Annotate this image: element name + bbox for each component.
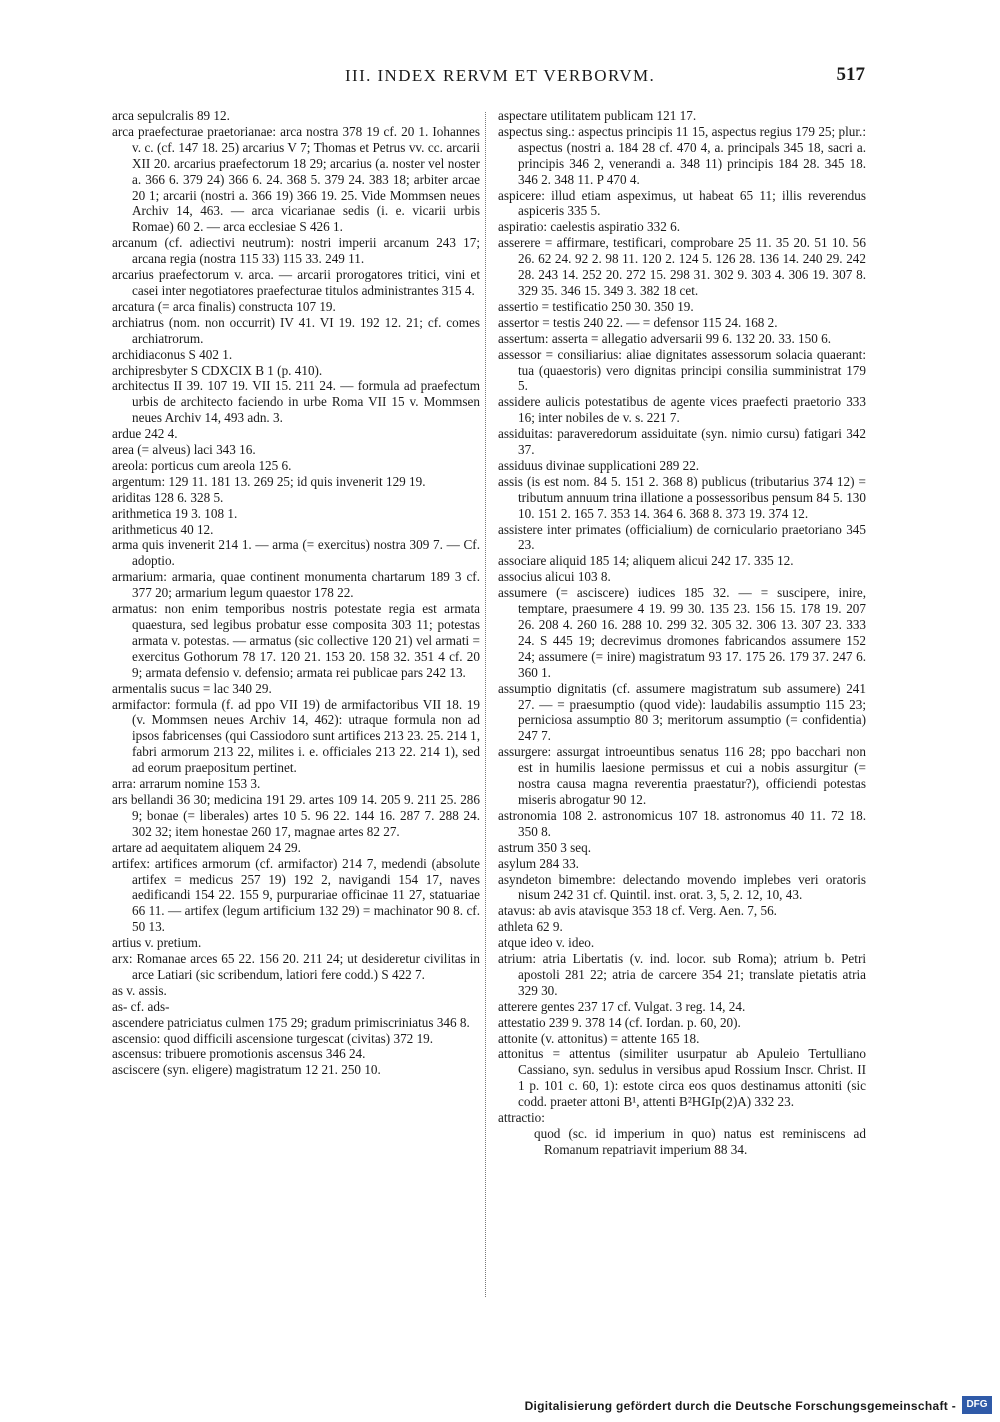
index-entry: atque ideo v. ideo. xyxy=(498,935,595,951)
index-entry: atavus: ab avis atavisque 353 18 cf. Verg. Aen. 7, 56. xyxy=(498,903,777,919)
index-entry: ardue 242 4. xyxy=(112,426,178,442)
index-entry: assistere inter primates (officialium) de corniculario praetoriano 345 23. xyxy=(498,521,866,553)
index-entry: aspectare utilitatem publicam 121 17. xyxy=(498,108,697,123)
index-entry: as- cf. ads- xyxy=(112,998,170,1014)
index-entry: associare aliquid 185 14; aliquem alicui 242 17. 335 12. xyxy=(498,553,794,569)
index-entry: athleta 62 9. xyxy=(498,919,563,935)
footer xyxy=(0,1390,1000,1422)
index-entry: quod (sc. id imperium in quo) natus est reminiscens ad Romanum repatriavit imperium 88 34. xyxy=(534,1126,866,1157)
index-entry: assertio = testificatio 250 30. 350 19. xyxy=(498,298,694,314)
index-entry: armentalis sucus = lac 340 29. xyxy=(112,680,272,696)
index-entry: atrium: atria Libertatis (v. ind. locor. sub Roma); atrium b. Petri apostoli 281 22; atria de carcere 354 21; translate pietatis atria 329 30. xyxy=(498,951,866,998)
index-entry: assiduitas: paraveredorum assiduitate (syn. nimio cursu) fatigari 342 37. xyxy=(498,426,866,458)
index-entry: ascensio: quod difficili ascensione turgescat (civitas) 372 19. xyxy=(112,1030,434,1046)
index-entry: as v. assis. xyxy=(112,982,167,998)
index-entry: arithmetica 19 3. 108 1. xyxy=(112,505,238,521)
index-entry: assurgere: assurgat introeuntibus senatus 116 28; ppo bacchari non est in humilis laesione permissus et cui a nobis assurgitur (= nostra causa magna reverentia praestatur?), officiendi potestas miseris abrogatur 90 12. xyxy=(498,744,866,807)
column-divider xyxy=(485,112,486,1297)
left-column xyxy=(112,108,480,1078)
index-entry: assidere aulicis potestatibus de agente vices praefecti praetorio 333 16; inter nobiles de v. s. 221 7. xyxy=(498,394,866,426)
index-entry: assiduus divinae supplicationi 289 22. xyxy=(498,457,700,473)
index-entry: attonitus = attentus (similiter usurpatur ab Apuleio Tertulliano Cassiano, syn. sedulus in versibus apud Rossium Inscr. Christ. II 1 p. 101 c. 60, 1): estote circa eos quos destinamus attoniti (sic codd. praeter attoni B¹, attenti B²HGIp(2)A) 332 23. xyxy=(498,1046,866,1110)
index-entry: architectus II 39. 107 19. VII 15. 211 24. — formula ad praefectum urbis de architecto faciendo in urbe Roma VII 15 v. Mommsen neues Archiv 14, 493 adn. 3. xyxy=(112,378,480,426)
index-entry: archipresbyter S CDXCIX B 1 (p. 410). xyxy=(112,362,323,378)
index-entry: attestatio 239 9. 378 14 (cf. Iordan. p. 60, 20). xyxy=(498,1014,741,1030)
index-entry: asyndeton bimembre: delectando movendo implebes veri oratoris nisum 242 31 cf. Quintil. inst. orat. 3, 5, 2. 12, 10, 43. xyxy=(498,871,866,903)
right-column xyxy=(498,108,866,1158)
index-entry: armarium: armaria, quae continent monumenta chartarum 189 3 cf. 377 20; armarium legum quaestor 178 22. xyxy=(112,569,480,601)
index-entry: assis (is est nom. 84 5. 151 2. 368 8) publicus (tributarius 374 12) = tributum annuum trina illatione a possessoribus pensum 84 5. 130 10. 151 2. 165 7. 353 14. 364 6. 368 8. 373 19. 374 12. xyxy=(498,473,866,521)
index-entry: arca sepulcralis 89 12. xyxy=(112,108,230,123)
index-entry: arma quis invenerit 214 1. — arma (= exercitus) nostra 309 7. — Cf. adoptio. xyxy=(112,537,480,569)
index-entry: armatus: non enim temporibus nostris potestate regia est armata quaestura, sed legibus probatur esse composita 303 11; potestas armata v. potestas. — armatus (sic collective 120 21) vel armati = exercitus Gothorum 78 17. 120 21. 153 20. 158 32. 351 4 cf. 20 9; armata defensio v. defensio; armata rei publicae pars 242 13. xyxy=(112,601,480,680)
index-entry: aspiratio: caelestis aspiratio 332 6. xyxy=(498,219,681,235)
index-entry: arcanum (cf. adiectivi neutrum): nostri imperii arcanum 243 17; arcana regia (nostra 115 33) 115 33. 249 11. xyxy=(112,235,480,267)
index-entry: archidiaconus S 402 1. xyxy=(112,346,233,362)
index-entry: assumptio dignitatis (cf. assumere magistratum sub assumere) 241 27. — = praesumptio (quod vide): laudabilis assumptio 115 23; perniciosa assumptio 80 3; meritorum assumptio (= confidentia) 247 7. xyxy=(498,680,866,744)
page-number: 517 xyxy=(836,64,865,85)
index-entry: arcatura (= arca finalis) constructa 107 19. xyxy=(112,298,336,314)
index-entry: attonite (v. attonitus) = attente 165 18. xyxy=(498,1030,700,1046)
index-entry: arca praefecturae praetorianae: arca nostra 378 19 cf. 20 1. Iohannes v. c. (cf. 147 18. 25) arcarius V 7; Thomas et Petrus vv. cc. arcarii XII 20. arcarius praefectorum 18 29; arcarius (a. noster vel noster a. 366 6. 379 24) 366 6. 24. 368 5. 379 24. 383 18; arbiter arcae 20 1; arcarii (nostri a. 366 19) 366 19. 25. Vide Mommsen neues Archiv 14, 463. — arca vicarianae sedis (i. e. vicarii urbis Romae) 60 2. — arca ecclesiae S 426 1. xyxy=(112,123,480,235)
index-entry: asylum 284 33. xyxy=(498,855,579,871)
index-entry: atterere gentes 237 17 cf. Vulgat. 3 reg. 14, 24. xyxy=(498,998,746,1014)
index-entry: assumere (= asciscere) iudices 185 32. — = suscipere, inire, temptare, praesumere 4 19. 99 30. 135 23. 156 15. 178 19. 207 26. 208 4. 260 16. 288 10. 299 32. 305 32. 306 13. 307 23. 333 24. S 445 19; decrevimus dromones fabricandos assumere 152 24; assumere (= inire) magistratum 93 17. 175 26. 179 37. 247 6. 360 1. xyxy=(498,585,866,680)
index-entry: arra: arrarum nomine 153 3. xyxy=(112,776,261,792)
dfg-logo-icon: DFG xyxy=(962,1396,992,1414)
index-entry: areola: porticus cum areola 125 6. xyxy=(112,457,292,473)
section-title: III. INDEX RERVM ET VERBORVM. xyxy=(345,66,656,85)
index-entry: artius v. pretium. xyxy=(112,935,202,951)
index-entry: arx: Romanae arces 65 22. 156 20. 211 24; ut desideretur civilitas in arce Latiari (sic scribendum, latiori fere codd.) S 422 7. xyxy=(112,951,480,982)
index-entry: aspicere: illud etiam aspeximus, ut habeat 65 11; illis reverendus aspiceris 335 5. xyxy=(498,187,866,219)
index-entry: attractio: xyxy=(498,1110,545,1126)
index-entry: arithmeticus 40 12. xyxy=(112,521,214,537)
index-entry: astronomia 108 2. astronomicus 107 18. astronomus 40 11. 72 18. 350 8. xyxy=(498,807,866,839)
page-header xyxy=(110,62,865,92)
index-entry: astrum 350 3 seq. xyxy=(498,839,592,855)
index-entry: area (= alveus) laci 343 16. xyxy=(112,442,256,458)
index-entry: argentum: 129 11. 181 13. 269 25; id quis invenerit 129 19. xyxy=(112,473,426,489)
index-entry: assertor = testis 240 22. — = defensor 115 24. 168 2. xyxy=(498,314,778,330)
index-entry: ariditas 128 6. 328 5. xyxy=(112,489,224,505)
index-entry: assertum: asserta = allegatio adversarii 99 6. 132 20. 33. 150 6. xyxy=(498,330,832,346)
index-entry: archiatrus (nom. non occurrit) IV 41. VI 19. 192 12. 21; cf. comes archiatrorum. xyxy=(112,314,480,346)
funding-note: Digitalisierung gefördert durch die Deutsche Forschungsgemeinschaft - xyxy=(524,1399,956,1413)
index-entry: ascendere patriciatus culmen 175 29; gradum primiscriniatus 346 8. xyxy=(112,1014,470,1030)
index-entry: asciscere (syn. eligere) magistratum 12 21. 250 10. xyxy=(112,1062,381,1078)
index-entry: asserere = affirmare, testificari, comprobare 25 11. 35 20. 51 10. 56 26. 62 24. 92 2. 98 11. 120 2. 124 5. 126 28. 136 14. 240 29. 242 28. 243 14. 252 20. 272 15. 298 31. 302 9. 303 4. 306 19. 307 8. 329 35. 346 15. 349 3. 382 18 cet. xyxy=(498,235,866,298)
index-entry: aspectus sing.: aspectus principis 11 15, aspectus regius 179 25; plur.: aspectus (nostri a. 184 28 cf. 470 4, a. principals 345 18, sacri a. principis 346 2, venerandi a. 348 11) principis 184 28. 345 18. 346 2. 348 11. P 470 4. xyxy=(498,123,866,187)
index-entry: ascensus: tribuere promotionis ascensus 346 24. xyxy=(112,1046,366,1062)
index-entry: associus alicui 103 8. xyxy=(498,569,611,585)
index-entry: ars bellandi 36 30; medicina 191 29. artes 109 14. 205 9. 211 25. 286 9; bonae (= liberales) artes 10 5. 96 22. 144 16. 287 7. 288 24. 302 32; item honestae 260 17, magnae artes 82 27. xyxy=(112,791,480,839)
index-entry: assessor = consiliarius: aliae dignitates assessorum solacia quaerant: tua (quaestoris) vero dignitas principi consilia sumministrat 179 5. xyxy=(498,346,866,394)
index-entry: armifactor: formula (f. ad ppo VII 19) de armifactoribus VII 18. 19 (v. Mommsen neues Archiv 14, 462): utraque formula non ad ipsos fabricenses (qui Cassiodoro sunt artifices 213 23. 25. 214 1, fabri armorum 213 22, milites i. e. officiales 213 22. 214 1), sed ad eorum praepositum pertinet. xyxy=(112,696,480,776)
index-entry: arcarius praefectorum v. arca. — arcarii prorogatores tritici, vini et casei inter negotiatores praefecturae titulos administrantes 315 4. xyxy=(112,267,480,298)
index-entry: artare ad aequitatem aliquem 24 29. xyxy=(112,839,301,855)
index-entry: artifex: artifices armorum (cf. armifactor) 214 7, medendi (absolute artifex = medicus 257 19) 192 2, navigandi 154 17, naves aedificandi 154 22. 155 9, purpurariae officinae 11 27, statuariae 66 11. — artifex (legum artificium 132 29) = machinator 90 8. cf. 50 13. xyxy=(112,855,480,935)
